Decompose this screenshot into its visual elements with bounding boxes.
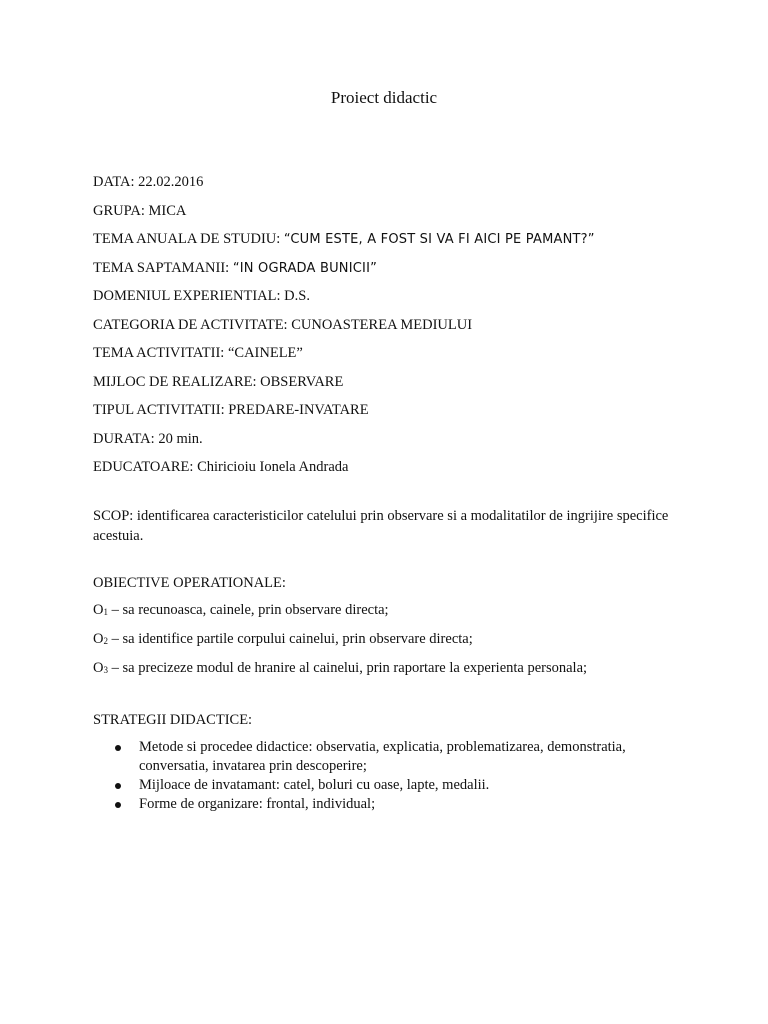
field-tipul [93,401,693,430]
field-value: “CAINELE” [227,345,303,361]
field-value: OBSERVARE [260,373,344,390]
objective-index: 2 [103,635,108,646]
objective-text: – sa precizeze modul de hranire al cainelui, prin raportare la experienta personala; [107,659,588,676]
objective-text: – sa recunoasca, cainele, prin observare directa; [107,601,389,618]
list-item-text: Mijloace de invatamant: catel, boluri cu oase, lapte, medalii. [139,776,490,793]
field-label: EDUCATOARE: [93,459,194,475]
field-value: 22.02.2016 [138,174,204,190]
field-tema-saptamanii [93,259,693,288]
objective-item [93,600,693,622]
field-value: “IN OGRADA BUNICII” [232,260,378,276]
list-item-text: Metode si procedee didactice: observatia, explicatia, problematizarea, demonstratia, conversatia, invatarea prin descoperire; [139,738,626,774]
field-value: D.S. [284,288,310,304]
field-value: PREDARE-INVATARE [228,402,369,418]
objectives-heading: OBIECTIVE OPERATIONALE: [93,574,286,591]
list-item [93,776,684,795]
bullet-icon [115,783,121,789]
field-label: DATA: [93,174,135,190]
field-label: TEMA ACTIVITATII: [93,345,225,361]
field-label: DURATA: [93,430,155,447]
scop-paragraph: SCOP: identificarea caracteristicilor catelului prin observare si a modalitatilor de ingrijire specifice acestuia. [93,507,669,544]
field-label: MIJLOC DE REALIZARE: [93,373,257,390]
objective-letter: O [93,659,104,676]
bullet-icon [115,745,121,751]
field-tema-anuala [93,230,693,259]
field-mijloc [93,373,693,402]
objective-letter: O [93,630,104,647]
strategies-list [93,738,693,814]
field-label: GRUPA: [93,202,145,219]
field-label: TEMA SAPTAMANII: [93,259,230,276]
field-tema-activitatii [93,344,693,373]
field-categoria [93,316,693,345]
objective-item [93,629,693,651]
field-label: DOMENIUL EXPERIENTIAL: [93,288,281,304]
list-item [93,738,684,776]
field-grupa [93,202,693,231]
list-item-text: Forme de organizare: frontal, individual; [139,795,376,812]
objective-index: 3 [103,664,108,675]
strategies-heading: STRATEGII DIDACTICE: [93,711,253,728]
field-data [93,173,693,202]
field-durata [93,430,693,459]
list-item [93,795,684,814]
field-value: MICA [148,202,187,219]
document-title: Proiect didactic [330,88,438,107]
document-body [93,173,693,814]
field-domeniul [93,287,693,316]
field-value: 20 min. [158,430,203,447]
field-value: “CUM ESTE, A FOST SI VA FI AICI PE PAMANT?” [283,232,595,247]
field-label: CATEGORIA DE ACTIVITATE: [93,316,288,333]
field-value: Chiricioiu Ionela Andrada [197,459,349,475]
field-label: TEMA ANUALA DE STUDIU: [93,231,281,247]
bullet-icon [115,802,121,808]
objective-text: – sa identifice partile corpului cainelui, prin observare directa; [107,630,473,647]
objective-index: 1 [103,606,108,617]
field-educatoare [93,458,693,487]
objective-letter: O [93,601,104,618]
objective-item [93,658,693,680]
field-label: TIPUL ACTIVITATII: [93,402,225,418]
field-value: CUNOASTEREA MEDIULUI [291,316,473,333]
